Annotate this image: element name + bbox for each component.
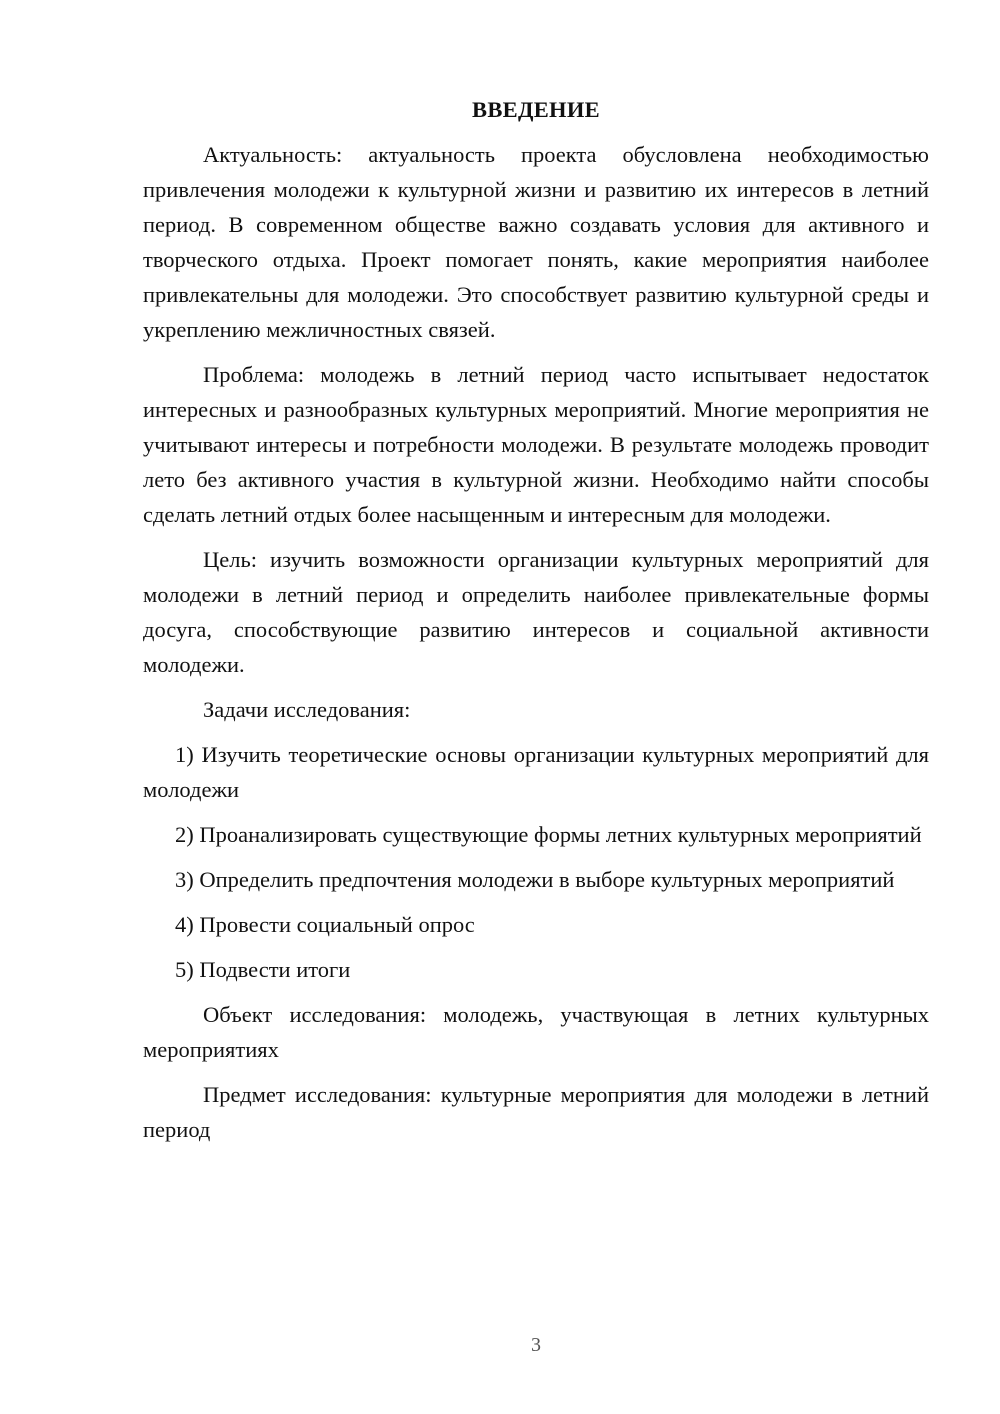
object-paragraph: Объект исследования: молодежь, участвующая в летних культурных мероприятиях <box>143 1002 929 1062</box>
task-item-4: 4) Провести социальный опрос <box>175 912 475 937</box>
task-item-3: 3) Определить предпочтения молодежи в выборе культурных мероприятий <box>175 867 895 892</box>
page-content <box>143 92 929 1157</box>
relevance-paragraph: Актуальность: актуальность проекта обусловлена необходимостью привлечения молодежи к культурной жизни и развитию их интересов в летний период. В современном обществе важно создавать условия для активного и творческого отдыха. Проект помогает понять, какие мероприятия наиболее привлекательны для молодежи. Это способствует развитию культурной среды и укреплению межличностных связей. <box>143 142 929 342</box>
page-number: 3 <box>531 1334 541 1356</box>
page-title: ВВЕДЕНИЕ <box>472 97 600 122</box>
task-item-2: 2) Проанализировать существующие формы летних культурных мероприятий <box>175 822 922 847</box>
task-item-1: 1) Изучить теоретические основы организации культурных мероприятий для молодежи <box>143 742 929 802</box>
task-item-5: 5) Подвести итоги <box>175 957 351 982</box>
goal-paragraph: Цель: изучить возможности организации культурных мероприятий для молодежи в летний период и определить наиболее привлекательные формы досуга, способствующие развитию интересов и социальной активности молодежи. <box>143 547 929 677</box>
problem-paragraph: Проблема: молодежь в летний период часто испытывает недостаток интересных и разнообразных культурных мероприятий. Многие мероприятия не учитывают интересы и потребности молодежи. В результате молодежь проводит лето без активного участия в культурной жизни. Необходимо найти способы сделать летний отдых более насыщенным и интересным для молодежи. <box>143 362 929 527</box>
subject-paragraph: Предмет исследования: культурные мероприятия для молодежи в летний период <box>143 1082 929 1142</box>
tasks-heading: Задачи исследования: <box>203 697 411 722</box>
